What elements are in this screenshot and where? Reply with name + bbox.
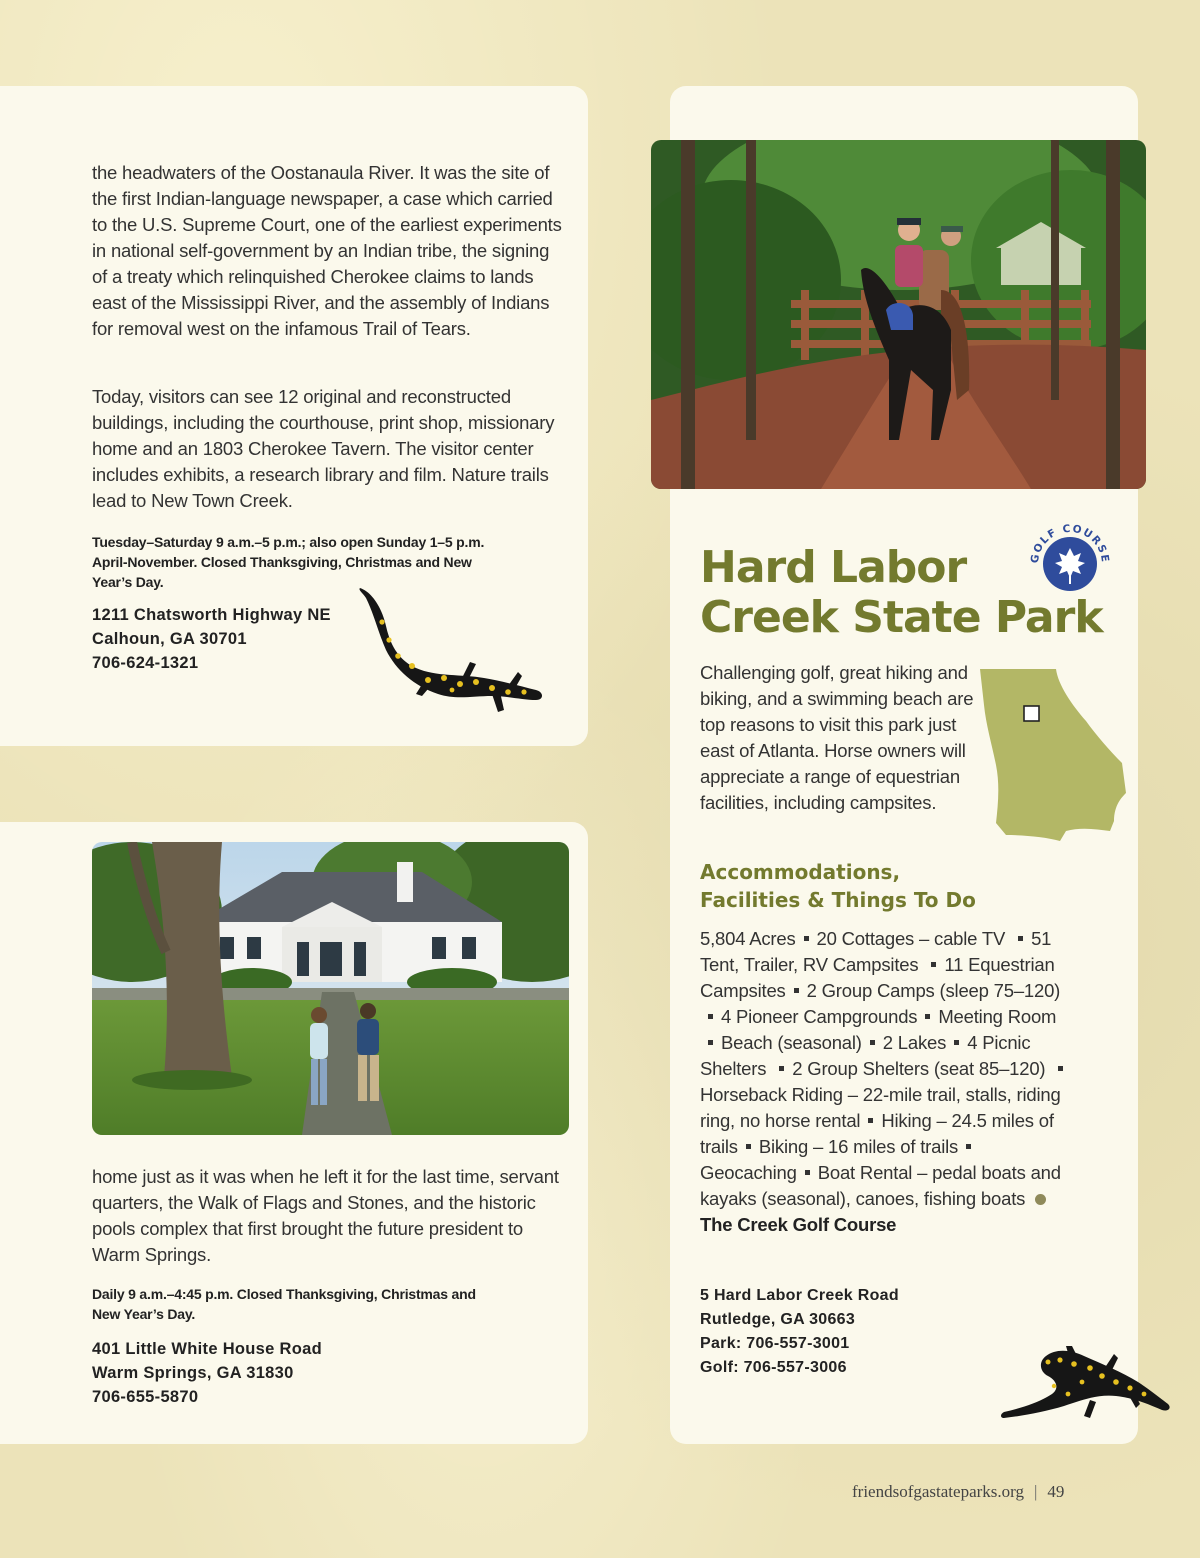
accommodations-heading-line-1: Accommodations, bbox=[700, 860, 901, 884]
amenity-item: 4 Picnic Shelters bbox=[700, 1032, 1031, 1079]
hard-labor-address bbox=[700, 1284, 899, 1380]
address-city: Warm Springs, GA 31830 bbox=[92, 1364, 294, 1382]
address-street: 5 Hard Labor Creek Road bbox=[700, 1287, 899, 1304]
amenity-item: 20 Cottages – cable TV bbox=[816, 928, 1006, 949]
new-echota-visitor-paragraph: Today, visitors can see 12 original and reconstructed buildings, including the courthouse, print shop, missionary home and an 1803 Cherokee Tavern. The visitor center includes exhibits, a research library and film. Nature trails lead to New Town Creek. bbox=[92, 386, 555, 511]
address-street: 401 Little White House Road bbox=[92, 1340, 322, 1358]
new-echota-hours: Tuesday–Saturday 9 a.m.–5 p.m.; also open Sunday 1–5 p.m. April-November. Closed Thanksgiving, Christmas and New Year’s Day. bbox=[92, 534, 485, 590]
amenities-list bbox=[700, 926, 1072, 1238]
house-photo-illustration bbox=[92, 842, 569, 1135]
golf-bullet-icon bbox=[1035, 1194, 1046, 1205]
amenity-item: 4 Pioneer Campgrounds bbox=[721, 1006, 918, 1027]
website-link[interactable]: friendsofgastateparks.org bbox=[852, 1482, 1024, 1501]
amenity-item: 51 Tent, Trailer, RV Campsites bbox=[700, 928, 1052, 975]
badge-text: GOLF COURSE bbox=[1028, 522, 1112, 565]
address-city: Calhoun, GA 30701 bbox=[92, 630, 247, 648]
amenity-item: Hiking – 24.5 miles of trails bbox=[700, 1110, 1054, 1157]
amenity-item: 11 Equestrian Campsites bbox=[700, 954, 1055, 1001]
amenity-item: 5,804 Acres bbox=[700, 928, 796, 949]
park-title bbox=[700, 542, 1103, 643]
new-echota-address bbox=[92, 603, 331, 675]
salamander-illustration bbox=[352, 582, 552, 722]
address-phone[interactable]: 706-624-1321 bbox=[92, 654, 199, 672]
amenity-item: Meeting Room bbox=[938, 1006, 1057, 1027]
horse-photo-illustration bbox=[651, 140, 1146, 489]
amenity-item: 2 Group Shelters (seat 85–120) bbox=[792, 1058, 1046, 1079]
little-white-house-hours: Daily 9 a.m.–4:45 p.m. Closed Thanksgiving, Christmas and New Year’s Day. bbox=[92, 1286, 476, 1322]
park-title-line-2: Creek State Park bbox=[700, 592, 1103, 643]
little-white-house-photo bbox=[92, 842, 569, 1135]
park-title-line-1: Hard Labor bbox=[700, 542, 967, 593]
page-footer: friendsofgastateparks.org | 49 bbox=[852, 1482, 1065, 1501]
salamander-illustration bbox=[998, 1342, 1178, 1426]
park-intro-paragraph: Challenging golf, great hiking and biking, and a swimming beach are top reasons to visit this park just east of Atlanta. Horse owners will appreciate a range of equestrian facilities, including campsites. bbox=[700, 662, 974, 813]
accommodations-heading bbox=[700, 858, 1020, 914]
amenity-item: Biking – 16 miles of trails bbox=[758, 1136, 959, 1157]
new-echota-history-paragraph: the headwaters of the Oostanaula River. It was the site of the first Indian-language newspaper, a case which carried to the U.S. Supreme Court, one of the earliest experiments in national self-government by an Indian tribe, the signing of a treaty which relinquished Cherokee claims to lands east of the Mississippi River, and the assembly of Indians for removal west on the infamous Trail of Tears. bbox=[92, 162, 562, 339]
address-city: Rutledge, GA 30663 bbox=[700, 1311, 856, 1328]
golf-phone[interactable]: Golf: 706-557-3006 bbox=[700, 1359, 847, 1376]
page-number: 49 bbox=[1047, 1482, 1065, 1501]
amenity-item: Beach (seasonal) bbox=[721, 1032, 862, 1053]
address-street: 1211 Chatsworth Highway NE bbox=[92, 606, 331, 624]
horseback-riding-photo bbox=[651, 140, 1146, 489]
amenity-item: Horseback Riding – 22-mile trail, stalls, riding ring, no horse rental bbox=[700, 1084, 1061, 1131]
address-phone[interactable]: 706-655-5870 bbox=[92, 1388, 199, 1406]
golf-course-name: The Creek Golf Course bbox=[700, 1214, 897, 1235]
park-phone[interactable]: Park: 706-557-3001 bbox=[700, 1335, 850, 1352]
amenity-item: Geocaching bbox=[700, 1162, 797, 1183]
georgia-map-icon bbox=[976, 665, 1128, 847]
little-white-house-address bbox=[92, 1337, 322, 1409]
amenity-item: Boat Rental – pedal boats and kayaks (seasonal), canoes, fishing boats bbox=[700, 1162, 1061, 1209]
little-white-house-paragraph: home just as it was when he left it for the last time, servant quarters, the Walk of Flags and Stones, and the historic pools complex that first brought the future president to Warm Springs. bbox=[92, 1166, 559, 1265]
accommodations-heading-line-2: Facilities & Things To Do bbox=[700, 888, 976, 912]
amenity-item: 2 Lakes bbox=[882, 1032, 947, 1053]
amenity-item: 2 Group Camps (sleep 75–120) bbox=[806, 980, 1061, 1001]
